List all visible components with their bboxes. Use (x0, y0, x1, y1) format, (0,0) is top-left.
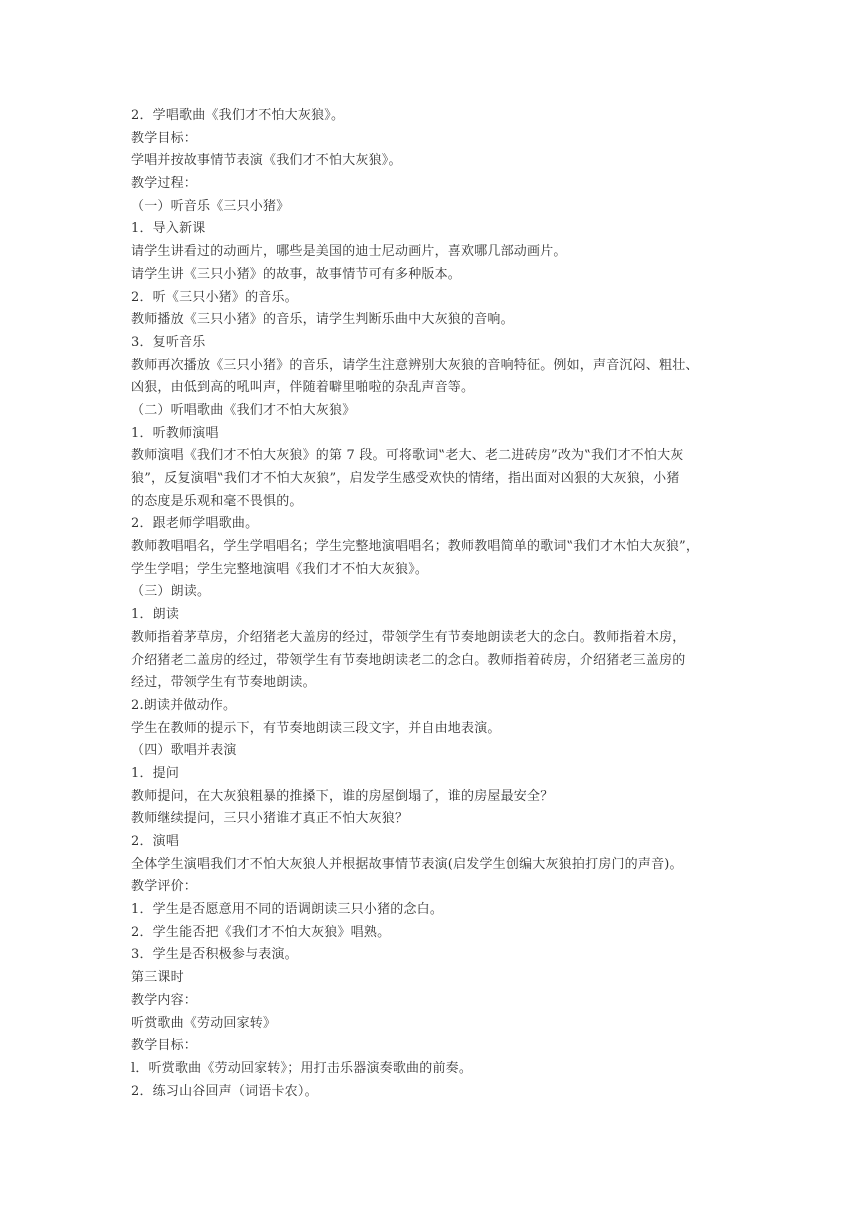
step-heading: 1．提问 (131, 765, 180, 781)
step-heading: 1．听教师演唱 (131, 425, 219, 441)
step-heading: 2．演唱 (131, 834, 180, 849)
list-item: 3．学生是否积极参与表演。 (131, 947, 298, 963)
subsection-heading: （三）朗读。 (131, 584, 211, 600)
section-heading: 教学评价： (131, 879, 198, 895)
step-heading: 2．听《三只小猪》的音乐。 (131, 289, 298, 305)
text-line: 教师再次播放《三只小猪》的音乐，请学生注意辨别大灰狼的音响特征。例如，声音沉闷、粗壮、 (131, 357, 699, 373)
section-heading: 教学过程： (131, 176, 198, 192)
text-line: 学唱并按故事情节表演《我们才不怕大灰狼》。 (131, 153, 402, 169)
step-heading: 3．复听音乐 (131, 334, 206, 350)
section-heading: 教学目标： (131, 130, 198, 146)
step-heading: 2.朗读并做动作。 (131, 697, 237, 713)
text-line: 狼”，反复演唱‟我们才不怕大灰狼”，启发学生感受欢快的情绪，指出面对凶狠的大灰狼，小猪 (131, 471, 680, 486)
step-heading: 2．跟老师学唱歌曲。 (131, 516, 259, 532)
text-line: 听赏歌曲《劳动回家转》 (131, 1015, 277, 1031)
text-line: 介绍猪老二盖房的经过，带领学生有节奏地朗读老二的念白。教师指着砖房，介绍猪老三盖房的 (131, 652, 686, 668)
text-line: 经过，带领学生有节奏地朗读。 (131, 675, 316, 691)
text-line: 教师指着茅草房，介绍猪老大盖房的经过，带领学生有节奏地朗读老大的念白。教师指着木房， (131, 629, 686, 645)
text-line: 教师继续提问，三只小猪谁才真正不怕大灰狼？ (131, 811, 409, 827)
section-heading: 教学目标： (131, 1038, 198, 1054)
text-line: 凶狠，由低到高的吼叫声，伴随着噼里啪啦的杂乱声音等。 (131, 380, 475, 396)
text-line: 教师教唱唱名，学生学唱唱名；学生完整地演唱唱名；教师教唱简单的歌词‟我们才木怕大灰狼”， (131, 539, 700, 555)
text-line: 2．学唱歌曲《我们才不怕大灰狼》。 (131, 108, 345, 123)
list-item: 2．学生能否把《我们才不怕大灰狼》唱熟。 (131, 924, 391, 940)
subsection-heading: （二）听唱歌曲《我们才不怕大灰狼》 (131, 402, 356, 418)
text-line: 教师演唱《我们才不怕大灰狼》的第 7 段。可将歌词‟老大、老二进砖房”改为‟我们才不怕大灰 (131, 448, 684, 464)
subsection-heading: （四）歌唱并表演 (131, 743, 237, 759)
text-line: 教师播放《三只小猪》的音乐，请学生判断乐曲中大灰狼的音响。 (131, 312, 514, 328)
text-line: 的态度是乐观和毫不畏惧的。 (131, 493, 303, 509)
list-item: l．听赏歌曲《劳动回家转》；用打击乐器演奏歌曲的前奏。 (131, 1060, 473, 1076)
text-line: 教师提问，在大灰狼粗暴的推搡下，谁的房屋倒塌了，谁的房屋最安全？ (131, 788, 554, 804)
step-heading: 1．导入新课 (131, 221, 206, 237)
text-line: 请学生讲《三只小猪》的故事，故事情节可有多种版本。 (131, 266, 462, 282)
text-line: 学生学唱；学生完整地演唱《我们才不怕大灰狼》。 (131, 561, 429, 577)
list-item: 2．练习山谷回声（词语卡农）。 (131, 1083, 318, 1099)
lesson-heading: 第三课时 (131, 970, 184, 986)
section-heading: 教学内容： (131, 992, 198, 1008)
subsection-heading: （一）听音乐《三只小猪》 (131, 198, 290, 214)
text-line: 学生在教师的提示下，有节奏地朗读三段文字，并自由地表演。 (131, 720, 501, 736)
text-line: 请学生讲看过的动画片，哪些是美国的迪士尼动画片，喜欢哪几部动画片。 (131, 244, 567, 260)
list-item: 1．学生是否愿意用不同的语调朗读三只小猪的念白。 (131, 902, 444, 918)
document-body (131, 105, 731, 1103)
step-heading: 1．朗读 (131, 607, 180, 623)
text-line: 全体学生演唱我们才不怕大灰狼人并根据故事情节表演(启发学生创编大灰狼拍打房门的声音)。 (131, 856, 683, 872)
